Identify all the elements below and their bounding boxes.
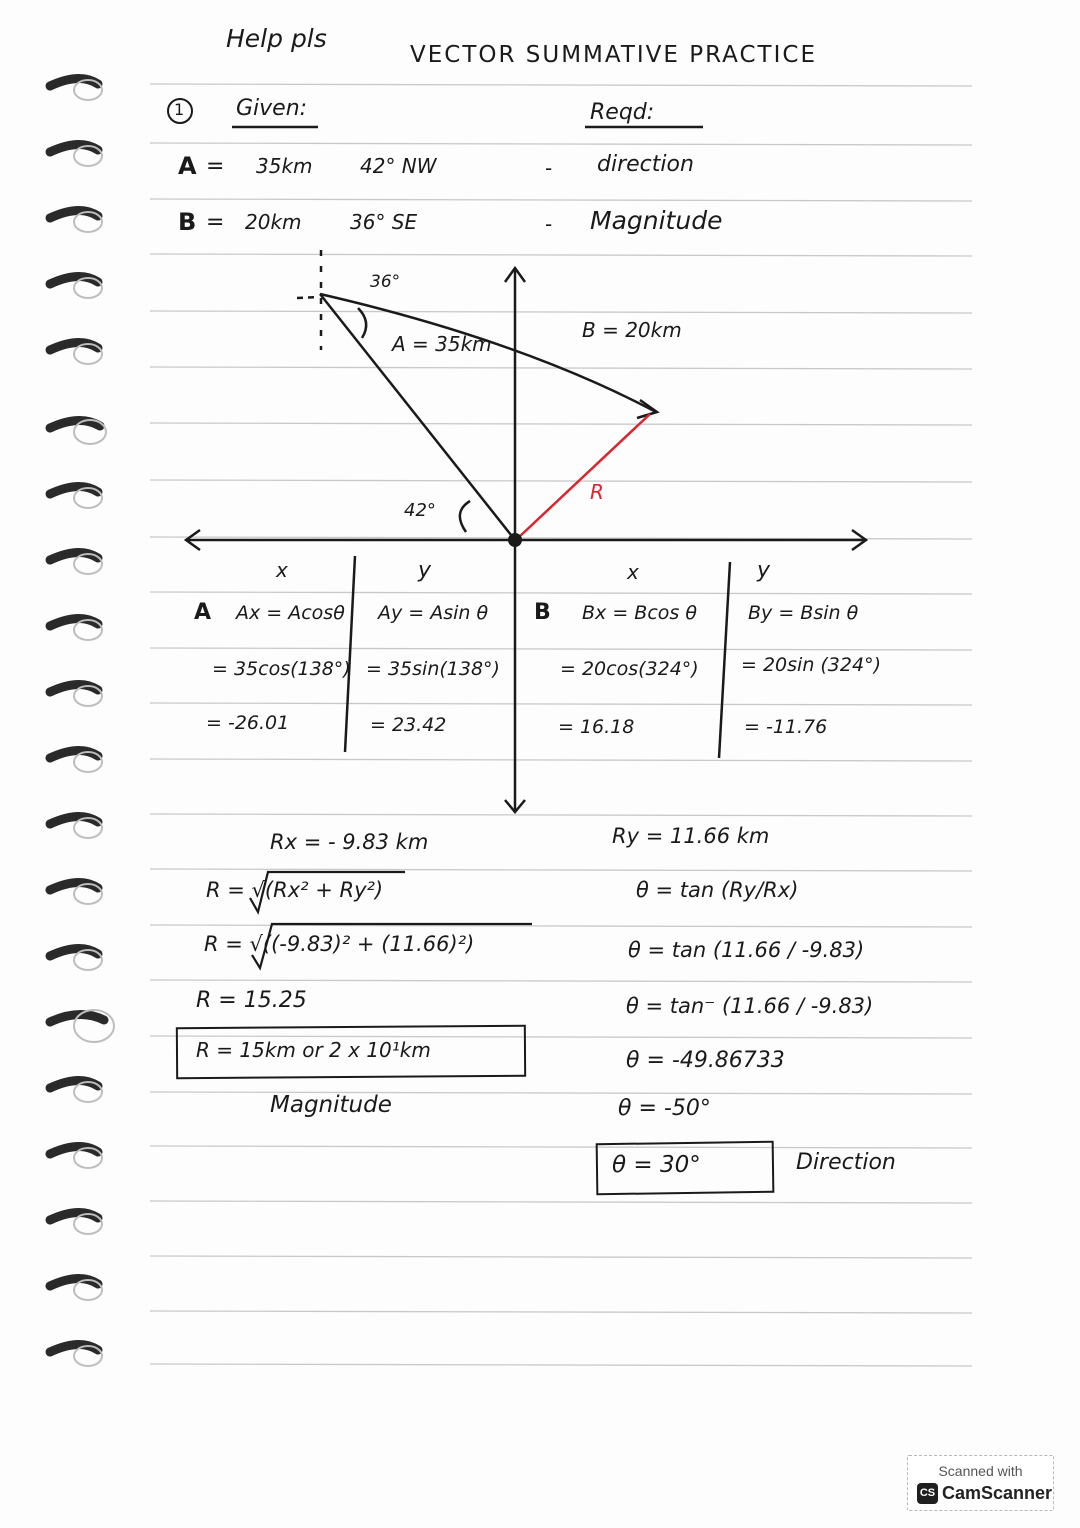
resultant-formula: R = √(Rx² + Ry²) [206,878,384,902]
result-bx: = 16.18 [558,716,635,738]
rx-value: Rx = - 9.83 km [270,830,429,854]
reqd-dash-1: - [545,156,553,180]
table-header-ax: x [276,558,288,582]
given-a-angle: 42° NW [360,154,437,178]
theta-raw: θ = -49.86733 [626,1048,785,1073]
theta-inverse: θ = tan⁻ (11.66 / -9.83) [626,994,874,1018]
angle-arc-42 [460,501,470,532]
reqd-magnitude: Magnitude [590,206,723,235]
vector-a-label: A = 35km [392,332,492,356]
magnitude-label: Magnitude [270,1092,392,1118]
resultant-vector-line [518,414,650,538]
angle-42-label: 42° [404,500,436,521]
angle-arc-36 [358,308,366,338]
camscanner-watermark [907,1455,1054,1511]
direction-label: Direction [796,1150,896,1175]
formula-by: By = Bsin θ [748,602,859,624]
resultant-value: R = 15.25 [196,988,307,1013]
watermark-brand: CamScanner [942,1483,1053,1503]
resultant-label: R [590,480,604,504]
given-b-magnitude: 20km [245,210,302,234]
formula-bx: Bx = Bcos θ [582,602,697,624]
subst-by: = 20sin (324°) [741,654,881,676]
reqd-direction: direction [597,152,694,177]
help-note: Help pls [226,24,327,53]
subst-bx: = 20cos(324°) [560,658,699,680]
watermark-line1: Scanned with [938,1463,1023,1479]
table-header-bx: x [627,560,639,584]
camscanner-logo-icon: CS [917,1483,938,1504]
table-header-by: y [757,558,771,583]
magnitude-answer: R = 15km or 2 x 10¹km [196,1038,431,1062]
page-title: VECTOR SUMMATIVE PRACTICE [410,42,817,68]
result-by: = -11.76 [744,716,828,738]
subst-ay: = 35sin(138°) [366,658,500,680]
problem-number: 1 [174,100,185,119]
given-a-magnitude: 35km [256,154,313,178]
subst-ax: = 35cos(138°) [212,658,351,680]
reqd-label: Reqd: [590,100,655,125]
formula-ay: Ay = Asin θ [378,602,489,624]
result-ay: = 23.42 [370,714,447,736]
origin-point [508,533,522,547]
given-b-angle: 36° SE [350,210,418,234]
given-a-vector: A [178,152,197,180]
given-b-eq: = [206,210,225,235]
given-a-eq: = [206,154,225,179]
reqd-dash-2: - [545,212,553,236]
table-row-label-a: A [194,600,212,625]
given-label: Given: [236,96,308,121]
spiral-binding [50,78,114,1366]
vector-b-label: B = 20km [582,318,682,342]
ry-value: Ry = 11.66 km [612,824,770,848]
resultant-substituted: R = √((-9.83)² + (11.66)²) [204,932,475,956]
direction-answer: θ = 30° [612,1152,701,1178]
formula-ax: Ax = Acosθ [236,602,345,624]
theta-rounded: θ = -50° [618,1096,711,1121]
theta-formula: θ = tan (Ry/Rx) [636,878,799,902]
given-b-vector: B [178,208,197,236]
table-row-label-b: B [534,600,551,625]
table-header-ay: y [418,558,432,583]
angle-36-label: 36° [370,272,401,292]
result-ax: = -26.01 [206,712,290,734]
theta-substituted: θ = tan (11.66 / -9.83) [628,938,865,962]
